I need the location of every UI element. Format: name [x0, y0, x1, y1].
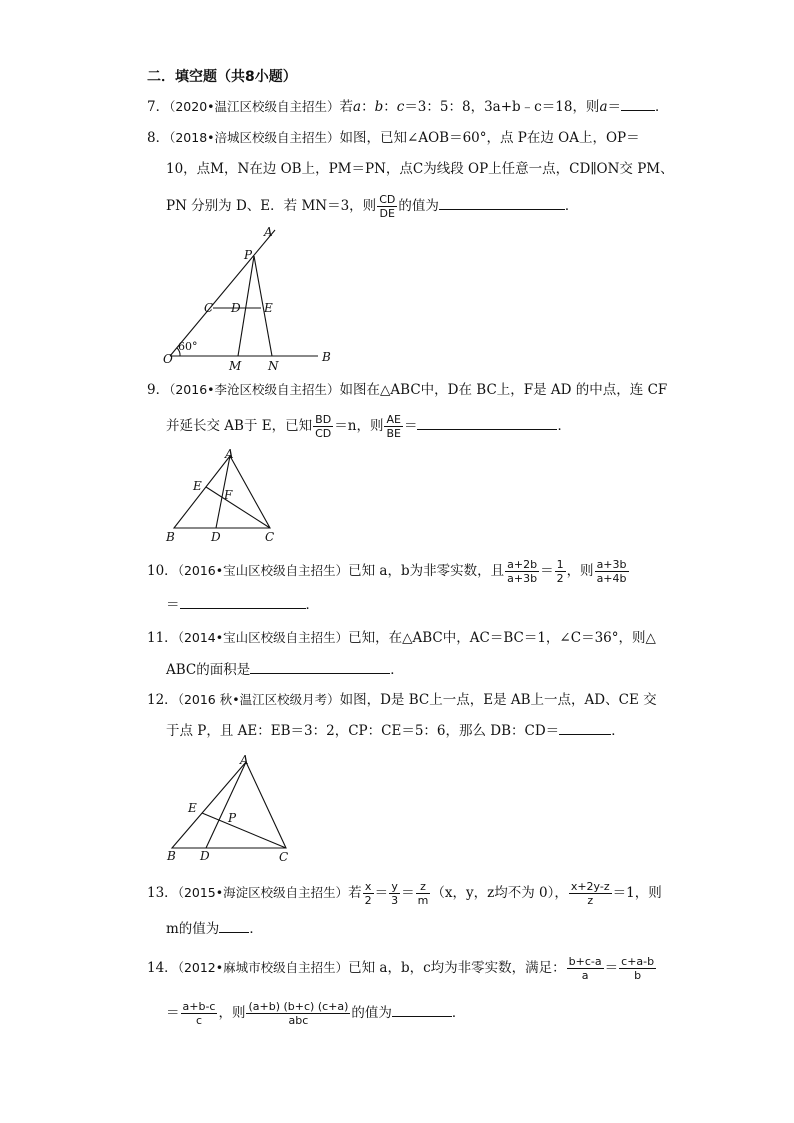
q7-text-mid: ，则 [572, 99, 600, 115]
fraction-y-3 [389, 880, 400, 907]
q11-text-1: 已知，在△ABC中，AC＝BC＝1，∠C＝36°，则△ [348, 630, 656, 646]
question-number: 8． [147, 130, 170, 146]
q14-text-2b: 的值为 [351, 1005, 392, 1021]
fraction-numerator: b+c-a [568, 955, 602, 968]
triangle-abc [174, 456, 270, 528]
question-number: 12． [147, 692, 178, 708]
q13-eq-2: ＝ [401, 885, 415, 901]
fraction-numerator: y [389, 880, 400, 894]
q12-end: ． [611, 723, 625, 739]
question-8-line-1 [147, 128, 640, 148]
label-e: E [188, 801, 197, 815]
label-a: A [225, 447, 234, 461]
question-source: （2020•温江区校级自主招生） [169, 99, 340, 114]
label-p: P [228, 811, 237, 825]
label-b: B [166, 530, 175, 544]
answer-blank[interactable] [559, 722, 611, 735]
answer-blank[interactable] [392, 1004, 452, 1017]
fraction-numerator: x+2y-z [570, 880, 610, 893]
q7-var-a: a [353, 99, 362, 115]
question-number: 9． [147, 382, 170, 398]
answer-blank[interactable] [417, 417, 557, 430]
q9-text-2c: ＝ [403, 418, 418, 434]
q7-var-c: c [396, 99, 405, 115]
q9-text-2b: ＝n，则 [334, 418, 384, 434]
fraction-numerator: a+2b [507, 558, 538, 571]
question-11-line-2 [166, 660, 404, 680]
label-o: O [163, 352, 173, 366]
question-source: （2016 秋•温江区校级月考） [177, 692, 340, 707]
fraction-numerator: a+b-c [182, 1000, 216, 1013]
question-12-line-1 [147, 690, 657, 710]
question-10-line-1 [147, 558, 630, 585]
q10-text-1b: ，则 [566, 563, 594, 579]
fraction-denominator: a+3b [507, 572, 538, 585]
q11-end: ． [390, 662, 404, 678]
q11-text-2: ABC的面积是 [166, 662, 251, 678]
fraction-denominator: CD [315, 427, 332, 440]
q10-end: ． [305, 597, 319, 613]
q8-end: ． [564, 198, 579, 214]
fraction-denominator: a [581, 969, 589, 982]
label-e: E [264, 301, 273, 315]
q10-eq: ＝ [540, 563, 554, 579]
q13-end: ． [249, 921, 263, 937]
ray-oa [170, 230, 275, 356]
question-8-line-3 [166, 193, 578, 220]
label-d: D [231, 301, 241, 315]
q7-text: 若 [339, 99, 354, 115]
q14-text-1: 已知 a，b，c均为非零实数，满足： [348, 960, 566, 976]
q8-text-1: 如图，已知∠AOB＝60°，点 P在边 OA上，OP＝ [339, 130, 640, 146]
answer-blank[interactable] [621, 98, 655, 111]
q7-end: ． [655, 99, 669, 115]
label-m: M [229, 359, 242, 372]
q10-eq2: ＝ [166, 597, 180, 613]
figure-angle-aob [160, 222, 340, 372]
question-source: （2012•麻城市校级自主招生） [177, 960, 349, 975]
q14-text-2: ，则 [218, 1005, 246, 1021]
question-13-line-2 [166, 919, 263, 939]
question-source: （2014•宝山区校级自主招生） [177, 630, 349, 645]
label-e: E [193, 479, 202, 493]
question-7: 7．（2020•温江区校级自主招生）若a：b：c＝3：5：8，3a+b﹣c＝18，则a＝ ． [147, 99, 669, 115]
question-10-line-2 [166, 595, 319, 615]
label-d: D [211, 530, 221, 544]
fraction-1 [505, 558, 539, 585]
fraction-numerator: AE [384, 413, 403, 427]
q8-text-3b: 的值为 [398, 198, 439, 214]
q7-expr: 3a+b﹣c＝18 [484, 99, 573, 115]
label-c: C [204, 301, 214, 315]
label-b: B [322, 350, 331, 364]
fraction-ae-be [384, 413, 403, 440]
answer-blank[interactable] [180, 596, 306, 609]
question-number: 10． [147, 563, 178, 579]
label-b: B [167, 849, 176, 863]
segment-ad [206, 762, 246, 848]
fraction-cd-de [377, 193, 397, 220]
fraction-abc-c [181, 1000, 218, 1027]
label-d: D [200, 849, 210, 863]
fraction-denominator: BE [386, 427, 401, 440]
fraction-product-abc [246, 1000, 350, 1027]
question-source: （2016•李沧区校级自主招生） [169, 382, 340, 397]
label-c: C [279, 850, 289, 864]
question-13-line-1 [147, 880, 662, 907]
question-8-line-2: 10，点M，N在边 OB上，PM＝PN，点C为线段 OP上任意一点，CD∥ON交 PM、 [166, 161, 674, 177]
q13-condition: （x，y，z均不为 0）， [431, 885, 568, 901]
fraction-bd-cd [313, 413, 333, 440]
q7-eq: ＝ [607, 99, 621, 115]
question-12-line-2 [166, 721, 625, 741]
fraction-numerator: x [363, 880, 374, 894]
label-c: C [265, 530, 275, 544]
fraction-numerator: z [416, 880, 431, 894]
fraction-denominator: abc [288, 1014, 309, 1027]
q14-eq-1: ＝ [604, 960, 619, 976]
question-source: （2018•涪城区校级自主招生） [169, 130, 340, 145]
question-number: 14． [147, 960, 178, 976]
q7-var-b: b [374, 99, 384, 115]
q10-text-1: 已知 a，b为非零实数，且 [348, 563, 505, 579]
question-11-line-1 [147, 628, 656, 648]
question-9-line-2 [166, 413, 571, 440]
q9-text-1: 如图在△ABC中，D在 BC上，F是 AD 的中点，连 CF [339, 382, 668, 398]
question-number: 7． [147, 99, 170, 115]
segment-ce [206, 487, 270, 528]
label-a: A [240, 753, 249, 767]
question-source: （2016•宝山区校级自主招生） [177, 563, 349, 578]
q9-text-2: 并延长交 AB于 E，已知 [166, 418, 313, 434]
fraction-cab-b [619, 955, 656, 982]
fraction-denominator: c [195, 1014, 203, 1027]
fraction-numerator: 1 [556, 558, 564, 571]
question-9-line-1 [147, 380, 667, 400]
fraction-denominator: a+4b [596, 572, 627, 585]
fraction-denominator: b [634, 969, 642, 982]
label-f: F [224, 488, 233, 502]
fraction-denominator: 2 [556, 572, 564, 585]
question-14-line-1 [147, 955, 657, 982]
fraction-z-m [416, 880, 431, 907]
fraction-half [555, 558, 566, 585]
section-title: 二．填空题（共8小题） [147, 69, 297, 85]
q7-ratio: ＝3：5：8， [404, 99, 485, 115]
question-14-line-2 [166, 1000, 465, 1027]
label-n: N [268, 359, 279, 372]
q13-text-pre: 若 [348, 885, 362, 901]
q9-end: ． [557, 418, 571, 434]
fraction-bca-a [567, 955, 604, 982]
fraction-denominator: z [587, 894, 594, 907]
fraction-x-2 [363, 880, 374, 907]
question-source: （2015•海淀区校级自主招生） [177, 885, 349, 900]
fraction-numerator: CD [379, 193, 396, 206]
figure-triangle-abc-q12 [160, 750, 300, 865]
answer-blank[interactable] [219, 920, 249, 933]
label-p: P [244, 248, 253, 262]
label-a: A [264, 225, 273, 239]
q14-end: ． [451, 1005, 466, 1021]
q7-var-a2: a [599, 99, 608, 115]
answer-blank[interactable] [250, 661, 390, 674]
q12-text-2: 于点 P，且 AE：EB＝3：2，CP：CE＝5：6，那么 DB：CD＝ [166, 723, 560, 739]
q13-eq-1: ＝ [374, 885, 389, 901]
fraction-numerator: a+3b [596, 558, 627, 571]
q8-text-3: PN 分别为 D、E．若 MN＝3，则 [166, 198, 377, 214]
fraction-denominator: 3 [391, 894, 399, 907]
fraction-numerator: (a+b) (b+c) (c+a) [248, 1000, 349, 1013]
figure-triangle-abc-q9 [160, 446, 290, 544]
fraction-numerator: BD [313, 413, 333, 427]
fraction-x2yz-z [569, 880, 612, 907]
fraction-3 [595, 558, 629, 585]
fraction-denominator: DE [379, 207, 395, 220]
q14-eq-2: ＝ [166, 1005, 180, 1021]
label-angle: 60° [178, 340, 198, 353]
fraction-denominator: 2 [364, 894, 372, 907]
answer-blank[interactable] [439, 197, 565, 210]
fraction-denominator: m [417, 894, 429, 907]
question-number: 11． [147, 630, 178, 646]
question-number: 13． [147, 885, 178, 901]
q12-text-1: 如图，D是 BC上一点，E是 AB上一点，AD、CE 交 [339, 692, 657, 708]
q13-text-2: m的值为 [166, 921, 220, 937]
q13-text-1b: ＝1，则 [612, 885, 662, 901]
fraction-numerator: c+a-b [621, 955, 655, 968]
